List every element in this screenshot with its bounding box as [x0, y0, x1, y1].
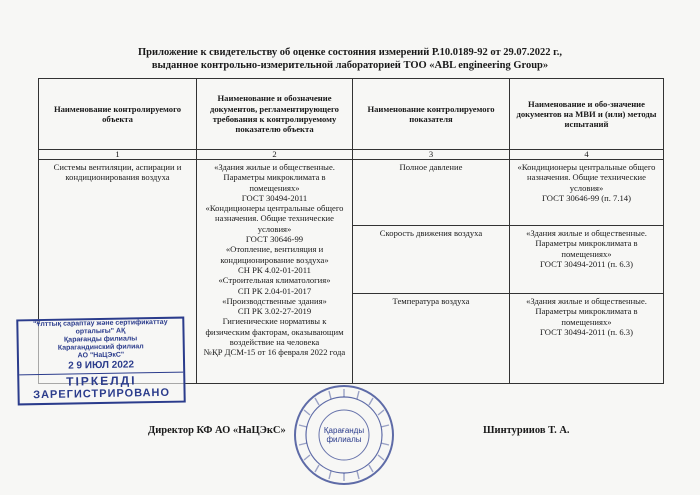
method-title: «Здания жилые и общественные. Параметры микроклимата в помещениях»: [526, 296, 647, 327]
col-number: 2: [197, 150, 353, 160]
method-standard: ГОСТ 30494-2011 (п. 6.3): [540, 326, 633, 337]
indicator-cell: Температура воздуха: [353, 294, 510, 384]
col-number: 3: [353, 150, 510, 160]
doc-title: Гигиенические нормативы к физическим факторам, оказывающим воздействие на человека: [205, 316, 344, 348]
stamp-line: "Ұлттық сараптау және сертификаттау орталығы" АҚ: [33, 318, 168, 336]
method-cell: [510, 226, 664, 294]
method-cell: [510, 294, 664, 384]
title-line-1: Приложение к свидетельству об оценке состояния измерений Р.10.0189-92 от 29.07.2022 г.,: [138, 47, 562, 58]
stamp-date: 2 9 ИЮЛ 2022: [68, 359, 135, 372]
signer-name: Шинтурииов Т. А.: [483, 425, 570, 436]
method-standard: ГОСТ 30646-99 (п. 7.14): [542, 192, 631, 203]
table-row: [39, 160, 664, 226]
signer-title: Директор КФ АО «НаЦЭкС»: [148, 425, 286, 436]
header-object: Наименование контролируемого объекта: [39, 79, 197, 150]
doc-standard: №ҚР ДСМ-15 от 16 февраля 2022 года: [203, 347, 346, 358]
doc-title: «Производственные здания»: [222, 295, 327, 306]
registration-stamp: [16, 317, 185, 406]
document-title: [40, 46, 660, 72]
doc-title: «Здания жилые и общественные. Параметры микроклимата в помещениях»: [214, 162, 335, 193]
method-standard: ГОСТ 30494-2011 (п. 6.3): [540, 258, 633, 269]
round-seal: [292, 383, 396, 487]
doc-standard: ГОСТ 30646-99: [245, 234, 304, 245]
doc-title: «Отопление, вентиляция и кондиционирование воздуха»: [220, 244, 329, 265]
stamp-word-ru: ЗАРЕГИСТРИРОВАНО: [33, 386, 171, 402]
doc-title: «Кондиционеры центральные общего назначения. Общие технические условия»: [205, 203, 344, 234]
header-row: [39, 79, 664, 150]
object-cell: Системы вентиляции, аспирации и кондиционирования воздуха: [39, 160, 197, 384]
indicator-cell: Полное давление: [353, 160, 510, 226]
seal-city: Қарағанды: [323, 426, 365, 435]
col-number: 4: [510, 150, 664, 160]
stamp-line: Қарағанды филиалы: [63, 335, 138, 344]
header-method: Наименование и обо-значение документов на МВИ и (или) методы испытаний: [510, 79, 664, 150]
indicator-cell: Скорость движения воздуха: [353, 226, 510, 294]
doc-standard: СН РК 4.02-01-2011: [238, 264, 311, 275]
col-number: 1: [39, 150, 197, 160]
header-indicator: Наименование контролируемого показателя: [353, 79, 510, 150]
doc-standard: ГОСТ 30494-2011: [241, 192, 308, 203]
method-title: «Здания жилые и общественные. Параметры микроклимата в помещениях»: [526, 228, 647, 259]
method-cell: [510, 160, 664, 226]
documents-cell: [197, 160, 353, 384]
doc-standard: СП РК 3.02-27-2019: [237, 306, 312, 317]
column-numbers-row: [39, 150, 664, 160]
seal-branch: филиалы: [326, 435, 362, 444]
stamp-line: АО "НаЦЭкС": [77, 351, 125, 360]
method-title: «Кондиционеры центральные общего назначения. Общие технические условия»: [517, 162, 656, 193]
stamp-line: Карагандинский филиал: [57, 343, 144, 352]
stamp-word-kz: ТІРКЕЛДІ: [19, 372, 183, 390]
doc-standard: СП РК 2.04-01-2017: [237, 285, 312, 296]
title-line-2: выданное контрольно-измерительной лабораторией ТОО «ABL engineering Group»: [151, 60, 549, 71]
doc-title: «Строительная климатология»: [218, 275, 331, 286]
header-documents: Наименование и обозначение документов, регламентирующего требования к контролируемому показателю объекта: [197, 79, 353, 150]
